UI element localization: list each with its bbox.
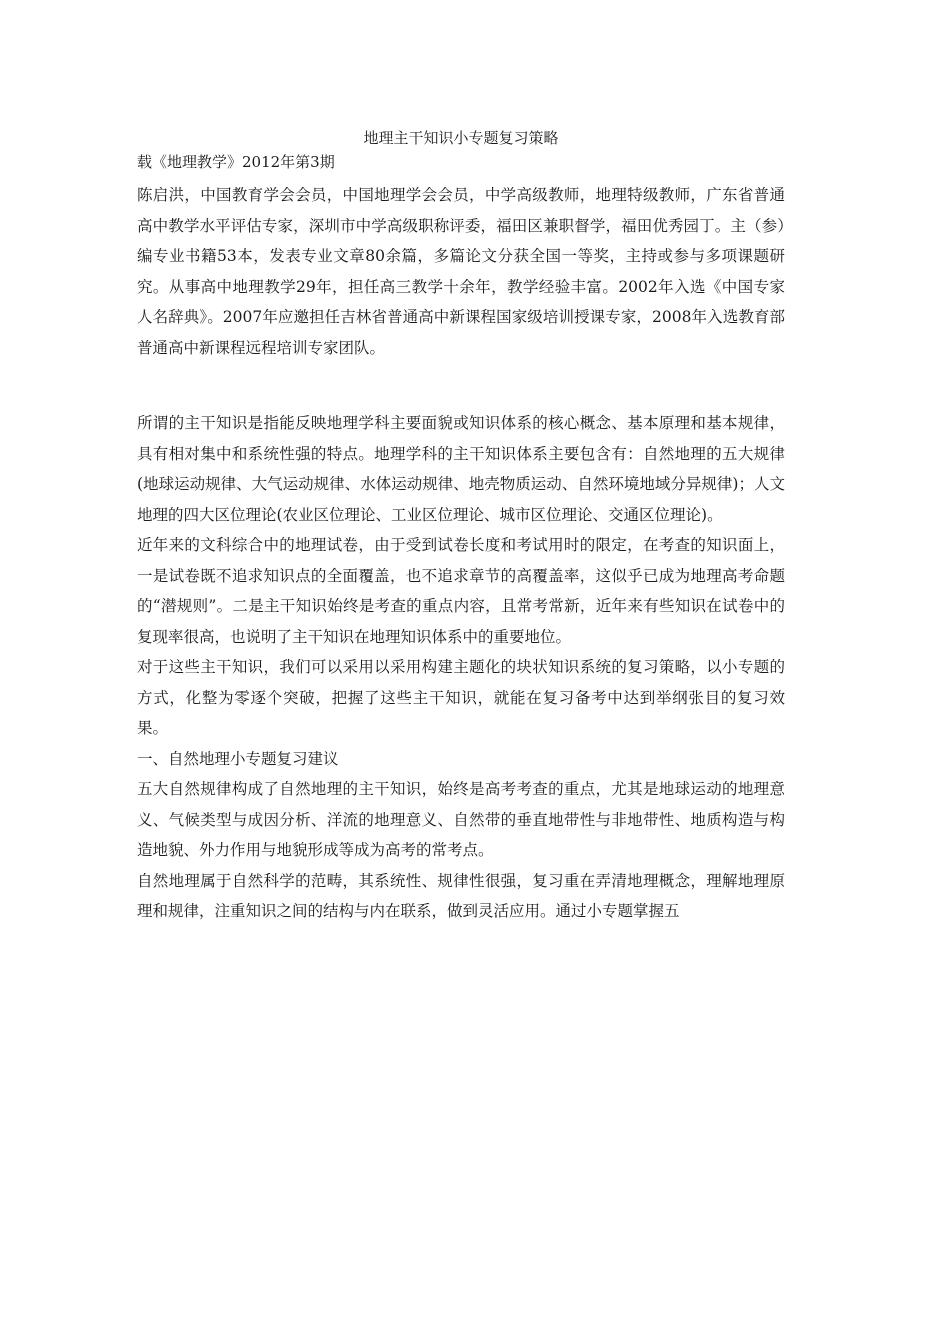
section-heading: 一、自然地理小专题复习建议: [137, 749, 339, 768]
paragraph-exam-trends: 近年来的文科综合中的地理试卷，由于受到试卷长度和考试用时的限定，在考查的知识面上，一是试卷既不追求知识点的全面覆盖，也不追求章节的高覆盖率，这似乎已成为地理高考命题的“潜规则”。二是主干知识始终是考查的重点内容，且常考常新，近年来有些知识在试卷中的复现率很高，也说明了主干知识在地理知识体系中的重要地位。: [137, 536, 785, 646]
paragraph-natural-geography: 自然地理属于自然科学的范畴，其系统性、规律性很强，复习重在弄清地理概念，理解地理原理和规律，注重知识之间的结构与内在联系，做到灵活应用。通过小专题掌握五: [137, 871, 785, 920]
publication-source: 载《地理教学》2012年第3期: [137, 153, 335, 171]
paragraph-review-strategy: 对于这些主干知识，我们可以采用以采用构建主题化的块状知识系统的复习策略，以小专题的方式，化整为零逐个突破，把握了这些主干知识，就能在复习备考中达到举纲张目的复习效果。: [137, 658, 785, 737]
paragraph-main-knowledge: 所谓的主干知识是指能反映地理学科主要面貌或知识体系的核心概念、基本原理和基本规律，具有相对集中和系统性强的特点。地理学科的主干知识体系主要包含有：自然地理的五大规律(地球运动规律、大气运动规律、水体运动规律、地壳物质运动、自然环境地域分异规律)；人文地理的四大区位理论(农业区位理论、工业区位理论、城市区位理论、交通区位理论)。: [137, 414, 785, 524]
document-title: 地理主干知识小专题复习策略: [363, 129, 559, 147]
paragraph-gap: [137, 363, 785, 408]
author-bio: 陈启洪，中国教育学会会员，中国地理学会会员，中学高级教师，地理特级教师，广东省普通高中教学水平评估专家，深圳市中学高级职称评委，福田区兼职督学，福田优秀园丁。主（参）编专业书籍53本，发表专业文章80余篇，多篇论文分获全国一等奖，主持或参与多项课题研究。从事高中地理教学29年，担任高三教学十余年，教学经验丰富。2002年入选《中国专家人名辞典》。2007年应邀担任吉林省普通高中新课程国家级培训授课专家，2008年入选教育部普通高中新课程远程培训专家团队。: [137, 186, 785, 357]
document-body: [137, 126, 785, 927]
paragraph-natural-laws: 五大自然规律构成了自然地理的主干知识，始终是高考考查的重点，尤其是地球运动的地理意义、气候类型与成因分析、洋流的地理意义、自然带的垂直地带性与非地带性、地质构造与构造地貌、外力作用与地貌形成等成为高考的常考点。: [137, 780, 785, 859]
